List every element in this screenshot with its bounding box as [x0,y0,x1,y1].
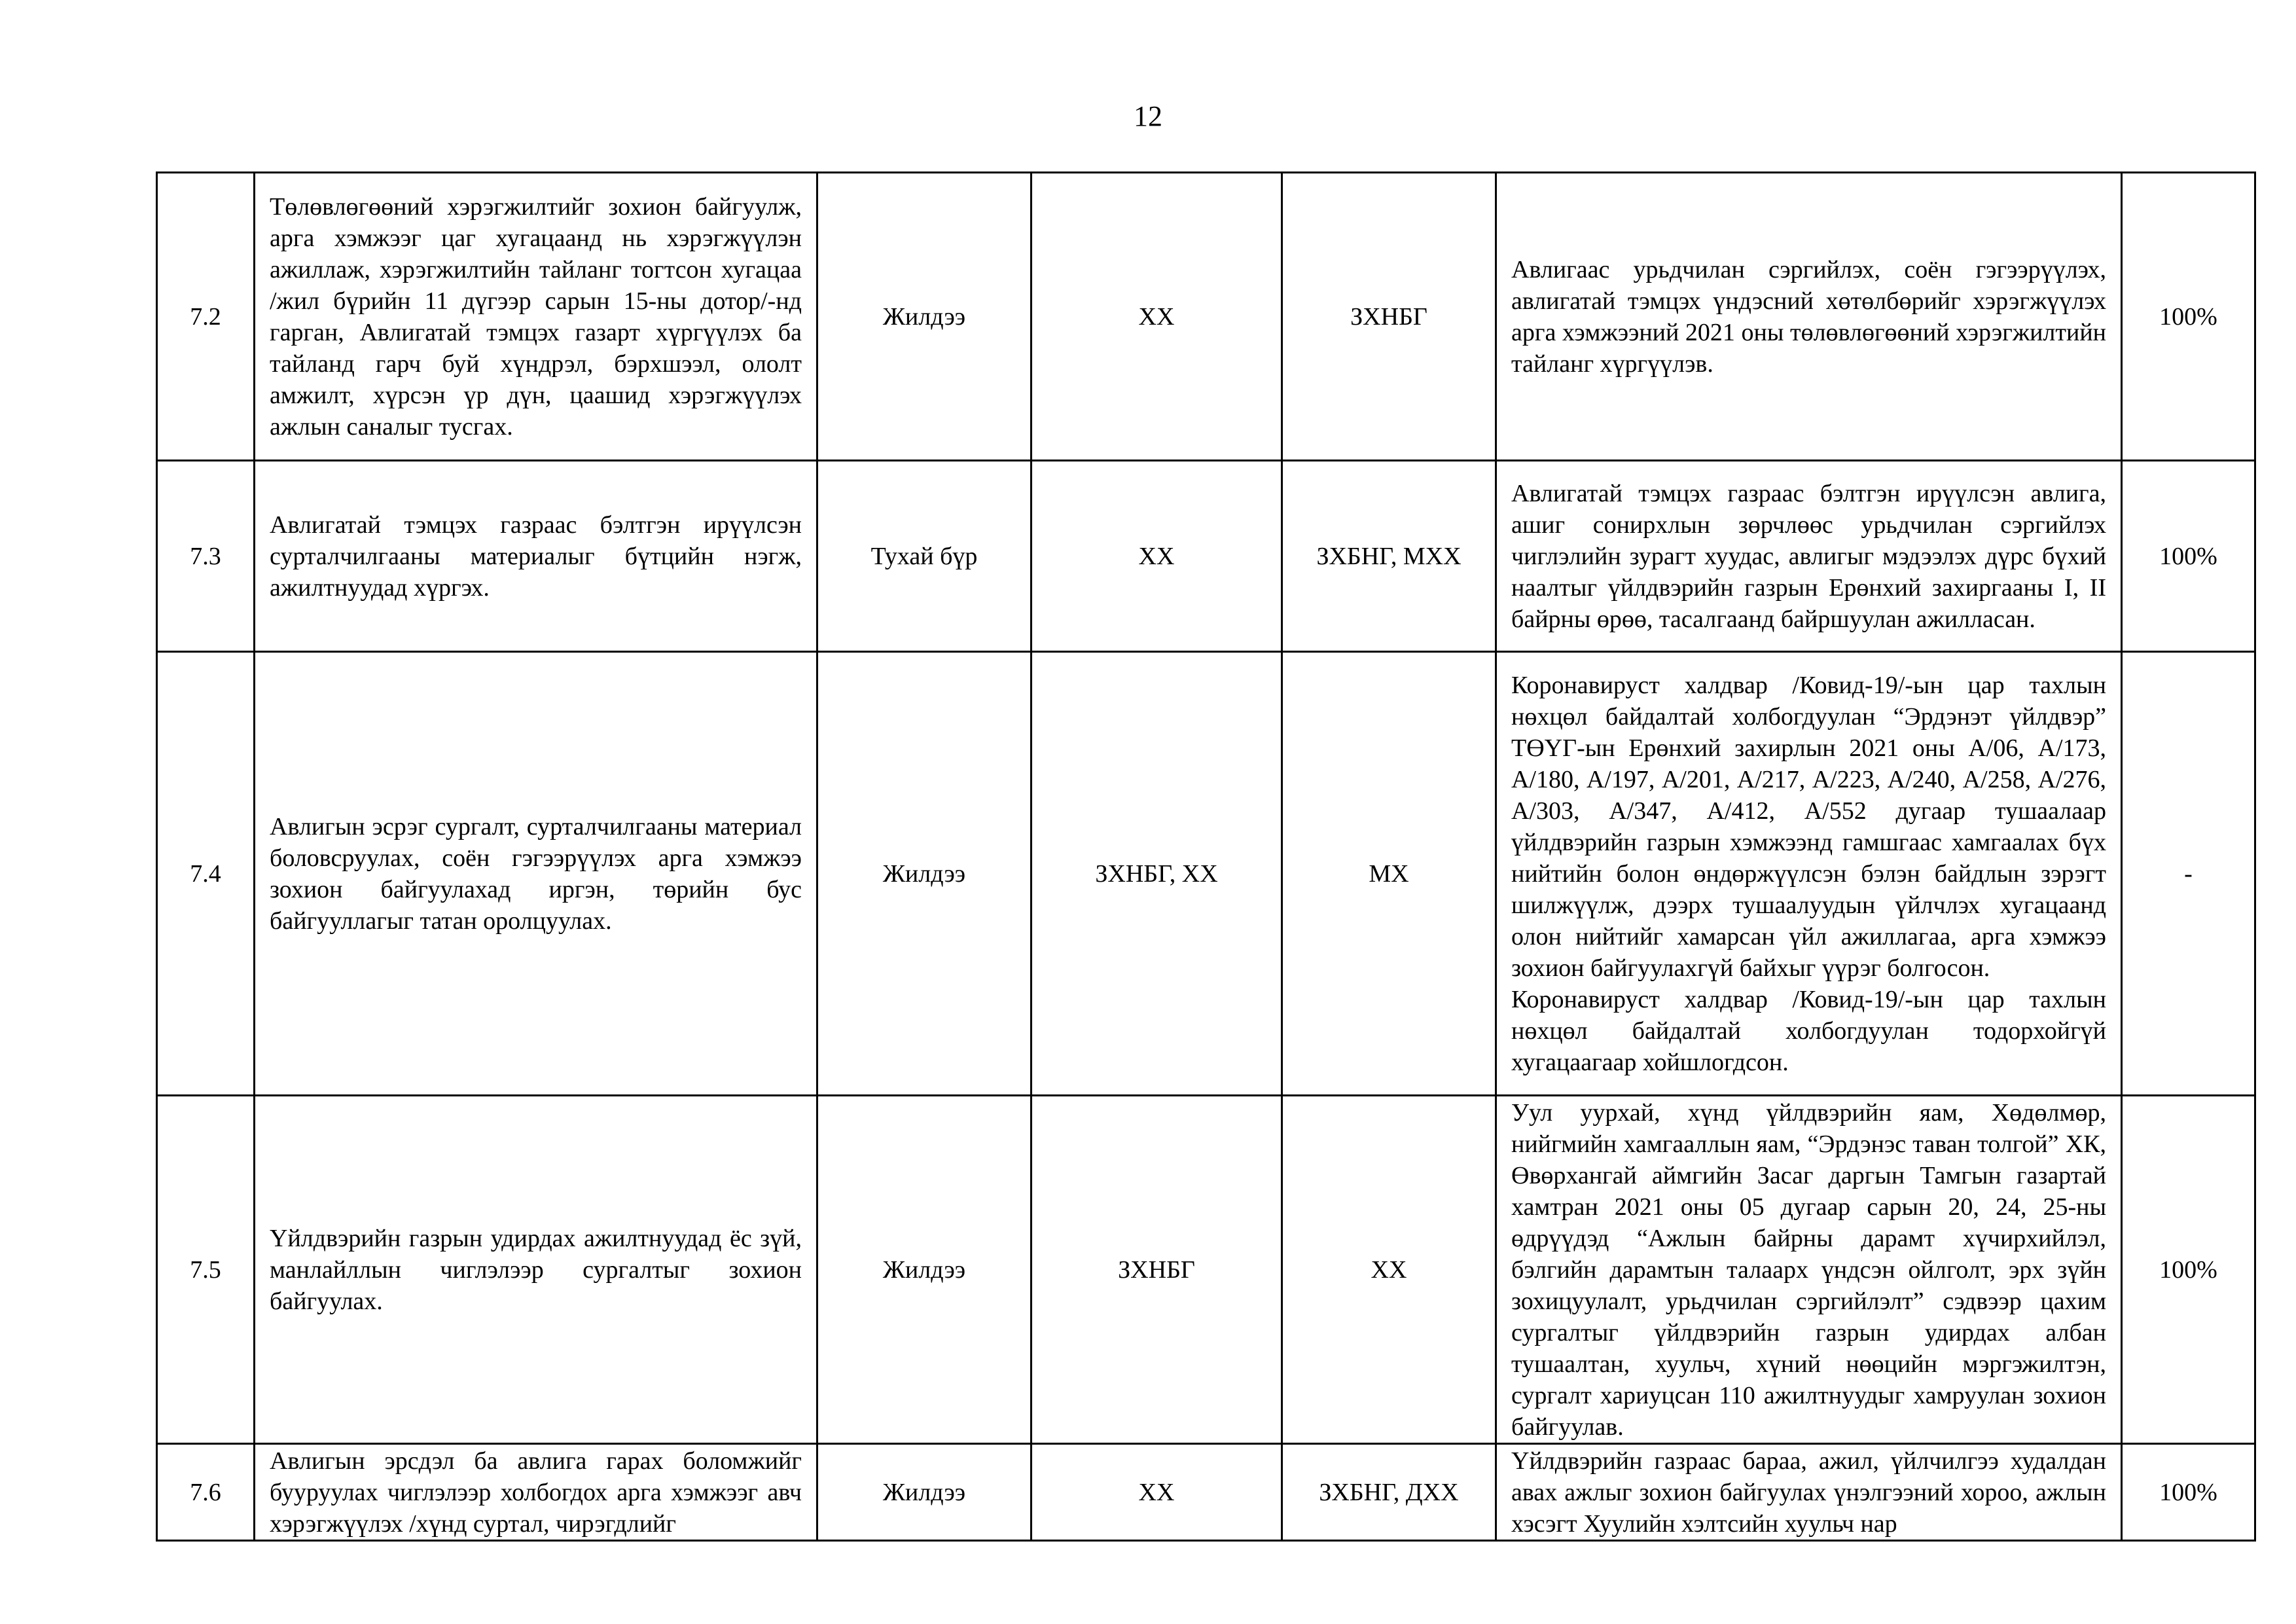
table-row [157,173,2255,461]
result-cell: Авлигаас урьдчилан сэргийлэх, соён гэгээрүүлэх, авлигатай тэмцэх үндэсний хөтөлбөрийг хэрэгжүүлэх арга хэмжээний 2021 оны төлөвлөгөөний хэрэгжилтийн тайланг хүргүүлэв. [1496,173,2122,461]
activity-cell: Төлөвлөгөөний хэрэгжилтийг зохион байгуулж, арга хэмжээг цаг хугацаанд нь хэрэгжүүлэн ажиллаж, хэрэгжилтийн тайланг тогтсон хугацаа /жил бүрийн 11 дүгээр сарын 15-ны дотор/-нд гарган, Авлигатай тэмцэх газарт хүргүүлэх ба тайланд гарч буй хүндрэл, бэрхшээл, ололт амжилт, хүрсэн үр дүн, цаашид хэрэгжүүлэх ажлын саналыг тусгах. [255,173,817,461]
lead-unit-cell: ХХ [1031,461,1282,652]
lead-unit-cell: ХХ [1031,173,1282,461]
lead-unit-cell: ЗХНБГ, ХХ [1031,652,1282,1096]
result-paragraph: Коронавируст халдвар /Ковид-19/-ын цар тахлын нөхцөл байдалтай холбогдуулан “Эрдэнэт үйлдвэр” ТӨҮГ-ын Ерөнхий захирлын 2021 оны А/06, А/173, А/180, А/197, А/201, А/217, А/223, А/240, А/258, А/276, А/303, А/347, А/412, А/552 дугаар тушаалаар үйлдвэрийн газрын хэмжээнд гамшгаас хамгаалах бүх нийтийн болон өндөржүүлсэн бэлэн байдлын зэрэгт шилжүүлж, дээрх тушаалуудын үйлчлэх хугацаанд олон нийтийг хамарсан үйл ажиллагаа, арга хэмжээ зохион байгуулахгүй байхыг үүрэг болгосон. [1511,671,2106,982]
row-number: 7.3 [157,461,255,652]
completion-percent-cell: 100% [2122,461,2255,652]
completion-percent-cell: 100% [2122,173,2255,461]
timeframe-cell: Жилдээ [817,173,1031,461]
result-cell: Үйлдвэрийн газраас бараа, ажил, үйлчилгээ худалдан авах ажлыг зохион байгуулах үнэлгээний хороо, ажлын хэсэгт Хуулийн хэлтсийн хуульч нар [1496,1444,2122,1541]
activity-cell: Үйлдвэрийн газрын удирдах ажилтнуудад ёс зүй, манлайллын чиглэлээр сургалтыг зохион байгуулах. [255,1096,817,1444]
table-row [157,652,2255,1096]
activity-cell: Авлигын эсрэг сургалт, сурталчилгааны материал боловсруулах, соён гэгээрүүлэх арга хэмжээ зохион байгуулахад иргэн, төрийн бус байгууллагыг татан оролцуулах. [255,652,817,1096]
partner-unit-cell: МХ [1282,652,1496,1096]
timeframe-cell: Жилдээ [817,1444,1031,1541]
row-number: 7.2 [157,173,255,461]
partner-unit-cell: ЗХБНГ, МХХ [1282,461,1496,652]
lead-unit-cell: ЗХНБГ [1031,1096,1282,1444]
result-cell: Уул уурхай, хүнд үйлдвэрийн яам, Хөдөлмөр, нийгмийн хамгааллын яам, “Эрдэнэс таван толгой” ХК, Өвөрхангай аймгийн Засаг даргын Тамгын газартай хамтран 2021 оны 05 дугаар сарын 20, 24, 25-ны өдрүүдэд “Ажлын байрны дарамт хүчирхийлэл, бэлгийн дарамтын талаарх үндсэн ойлголт, эрх зүйн зохицуулалт, урьдчилан сэргийлэлт” сэдвээр цахим сургалтыг үйлдвэрийн газрын удирдах албан тушаалтан, хуульч, хүний нөөцийн мэргэжилтэн, сургалт хариуцсан 110 ажилтнуудыг хамруулан зохион байгуулав. [1496,1096,2122,1444]
action-plan-table [156,171,2256,1542]
result-cell: Авлигатай тэмцэх газраас бэлтгэн ирүүлсэн авлига, ашиг сонирхлын зөрчлөөс урьдчилан сэргийлэх чиглэлийн зурагт хуудас, авлигыг мэдээлэх дүрс бүхий наалтыг үйлдвэрийн газрын Ерөнхий захиргааны I, II байрны өрөө, тасалгаанд байршуулан ажилласан. [1496,461,2122,652]
timeframe-cell: Тухай бүр [817,461,1031,652]
completion-percent-cell: - [2122,652,2255,1096]
activity-cell: Авлигын эрсдэл ба авлига гарах боломжийг бууруулах чиглэлээр холбогдох арга хэмжээг авч хэрэгжүүлэх /хүнд суртал, чирэгдлийг [255,1444,817,1541]
table-row [157,1096,2255,1444]
result-cell [1496,652,2122,1096]
partner-unit-cell: ЗХБНГ, ДХХ [1282,1444,1496,1541]
page-number: 12 [1134,100,1162,132]
result-paragraph: Коронавируст халдвар /Ковид-19/-ын цар тахлын нөхцөл байдалтай холбогдуулан тодорхойгүй хугацаагаар хойшлогдсон. [1511,985,2106,1076]
lead-unit-cell: ХХ [1031,1444,1282,1541]
timeframe-cell: Жилдээ [817,652,1031,1096]
row-number: 7.4 [157,652,255,1096]
row-number: 7.6 [157,1444,255,1541]
completion-percent-cell: 100% [2122,1096,2255,1444]
partner-unit-cell: ХХ [1282,1096,1496,1444]
table-row [157,461,2255,652]
completion-percent-cell: 100% [2122,1444,2255,1541]
timeframe-cell: Жилдээ [817,1096,1031,1444]
row-number: 7.5 [157,1096,255,1444]
partner-unit-cell: ЗХНБГ [1282,173,1496,461]
activity-cell: Авлигатай тэмцэх газраас бэлтгэн ирүүлсэн сурталчилгааны материалыг бүтцийн нэгж, ажилтнуудад хүргэх. [255,461,817,652]
table-row [157,1444,2255,1541]
